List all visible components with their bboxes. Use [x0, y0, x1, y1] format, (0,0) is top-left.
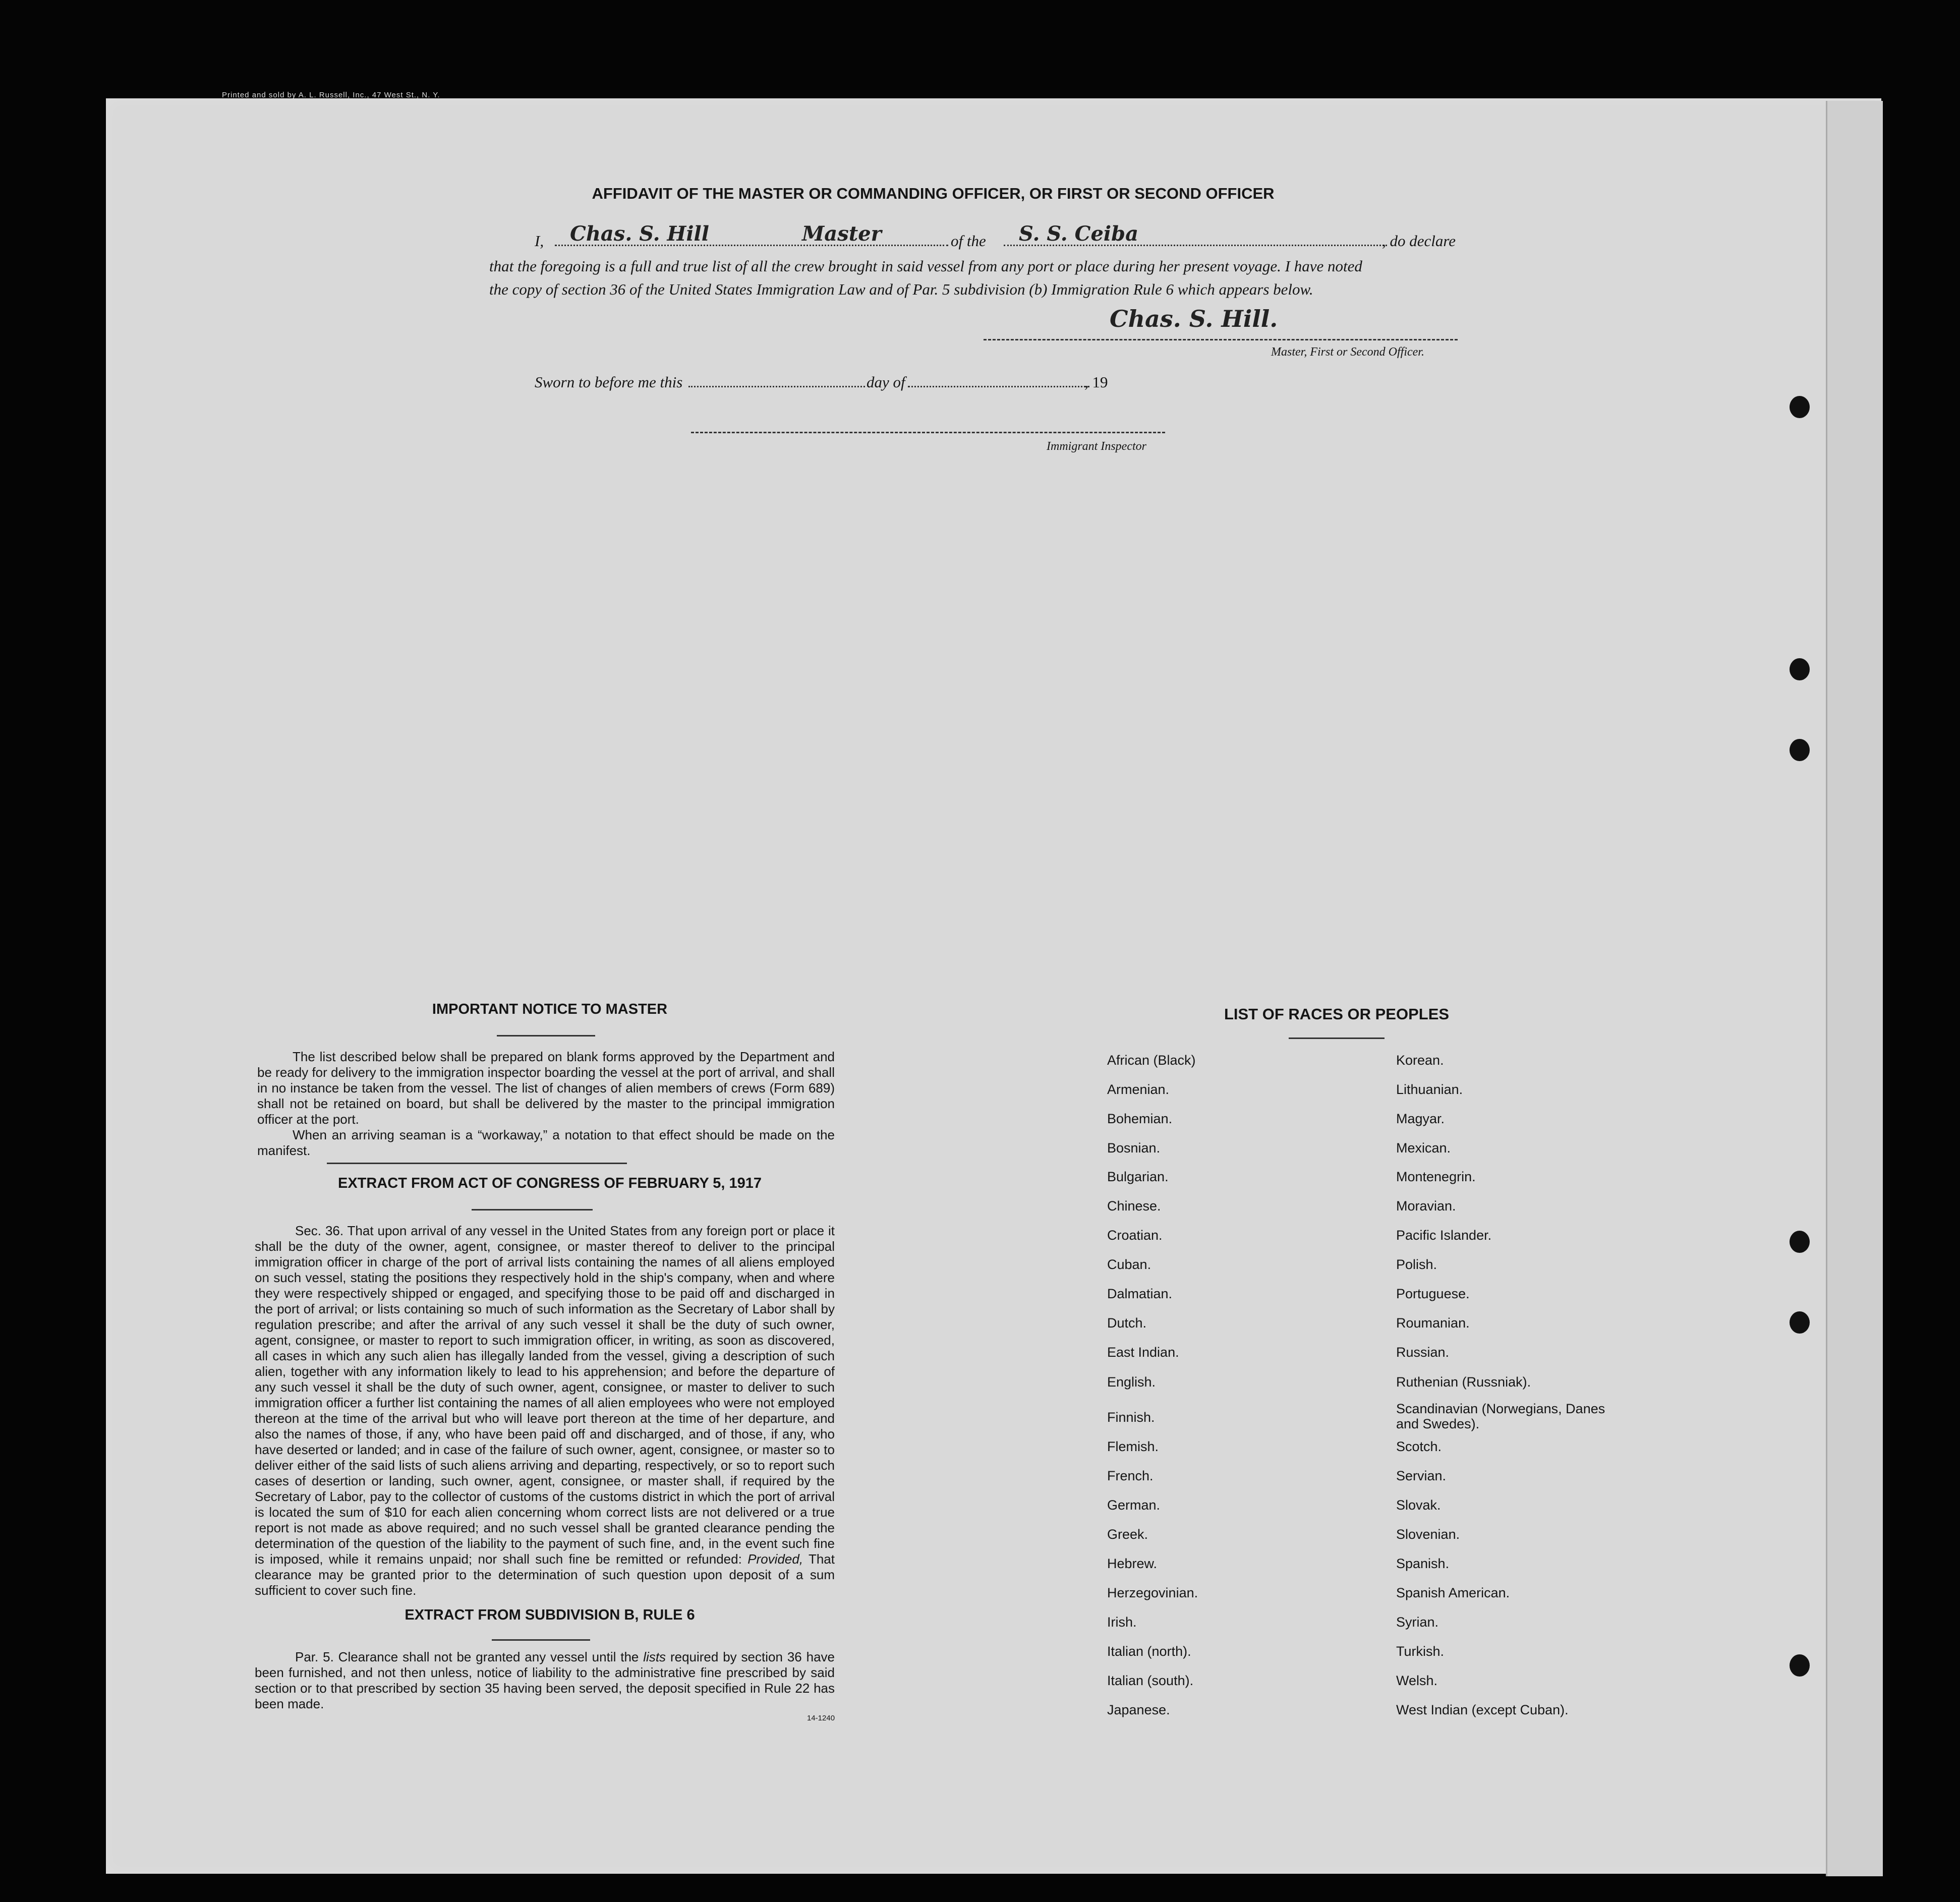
divider	[327, 1163, 627, 1164]
race-entry: French.	[1107, 1468, 1154, 1483]
race-entry: Portuguese.	[1396, 1286, 1470, 1301]
rule-paragraph	[255, 1649, 835, 1712]
race-entry: Bohemian.	[1107, 1111, 1173, 1126]
master-signature: Chas. S. Hill.	[1110, 305, 1278, 332]
act-heading: EXTRACT FROM ACT OF CONGRESS OF FEBRUARY 5, 1917	[337, 1175, 762, 1191]
statement-line-3: the copy of section 36 of the United States Immigration Law and of Par. 5 subdivision (b) Immigration Rule 6 which appears below.	[489, 280, 1313, 298]
race-entry: Spanish.	[1396, 1556, 1450, 1571]
race-entry: Greek.	[1107, 1527, 1148, 1542]
notice-paragraph: When an arriving seaman is a “workaway,” a notation to that effect should be made on the manifest.	[257, 1127, 835, 1158]
divider	[472, 1209, 593, 1211]
divider	[1289, 1038, 1385, 1039]
race-entry: East Indian.	[1107, 1345, 1179, 1360]
race-entry: Pacific Islander.	[1396, 1228, 1492, 1243]
race-entry: Polish.	[1396, 1257, 1437, 1272]
race-entry: Turkish.	[1396, 1644, 1445, 1659]
race-entry: Moravian.	[1396, 1198, 1456, 1214]
race-entry: Montenegrin.	[1396, 1169, 1476, 1184]
lists-word: lists	[643, 1649, 666, 1664]
notice-paragraph: The list described below shall be prepared on blank forms approved by the Department and be ready for delivery to the immigration inspector boarding the vessel at the port of arrival, and shall in no instance be taken from the vessel. The list of changes of alien members of crews (Form 689) shall not be retained on board, but shall be delivered by the master to the principal immigration officer at the port.	[257, 1049, 835, 1127]
of-the-label: of the	[951, 232, 986, 250]
race-entry: Welsh.	[1396, 1673, 1438, 1688]
master-name: Chas. S. Hill	[570, 222, 709, 246]
race-entry: Bosnian.	[1107, 1140, 1161, 1156]
race-entry: Scandinavian (Norwegians, Danes and Swedes).	[1396, 1401, 1605, 1431]
statement-line-2: that the foregoing is a full and true list of all the crew brought in said vessel from any port or place during her present voyage. I have noted	[489, 257, 1362, 275]
races-heading: LIST OF RACES OR PEOPLES	[1224, 1005, 1450, 1023]
do-declare-label: , do declare	[1382, 232, 1456, 250]
race-entry: Ruthenian (Russniak).	[1396, 1374, 1531, 1390]
sworn-label: Sworn to before me this	[535, 373, 683, 391]
race-entry: Japanese.	[1107, 1702, 1170, 1717]
vessel-name: S. S. Ceiba	[1019, 222, 1138, 246]
race-entry: Slovak.	[1396, 1497, 1441, 1513]
race-entry: Flemish.	[1107, 1439, 1159, 1454]
act-body	[255, 1223, 835, 1598]
section-label: Sec. 36.	[295, 1223, 344, 1238]
race-entry: Korean.	[1396, 1053, 1444, 1068]
act-text-end: That clearance may be granted prior to the determination of such question upon deposit of a sum sufficient to cover such fine.	[255, 1551, 835, 1598]
year-label: , 19	[1084, 373, 1108, 391]
race-entry: West Indian (except Cuban).	[1396, 1702, 1569, 1717]
race-entry: Chinese.	[1107, 1198, 1161, 1214]
race-entry: African (Black)	[1107, 1053, 1196, 1068]
day-of-label: day of	[867, 373, 905, 391]
divider	[497, 1035, 595, 1036]
form-number: 14-1240	[807, 1714, 835, 1722]
act-section-text	[255, 1223, 835, 1598]
rule-body	[255, 1649, 835, 1712]
race-entry: Croatian.	[1107, 1228, 1163, 1243]
line-prefix: I,	[535, 232, 544, 250]
race-entry: English.	[1107, 1374, 1156, 1390]
inspector-caption: Immigrant Inspector	[1047, 440, 1146, 453]
race-entry: Dutch.	[1107, 1315, 1147, 1331]
race-entry: Irish.	[1107, 1615, 1137, 1630]
printer-mark: Printed and sold by A. L. Russell, Inc., 47 West St., N. Y.	[222, 91, 440, 99]
binder-hole	[1790, 1231, 1810, 1253]
race-entry: Servian.	[1396, 1468, 1447, 1483]
notice-heading: IMPORTANT NOTICE TO MASTER	[432, 1001, 668, 1017]
race-entry: Mexican.	[1396, 1140, 1451, 1156]
race-entry: Cuban.	[1107, 1257, 1151, 1272]
affidavit-heading: AFFIDAVIT OF THE MASTER OR COMMANDING OFFICER, OR FIRST OR SECOND OFFICER	[592, 185, 1275, 202]
sworn-day-blank	[688, 386, 865, 387]
race-entry: Armenian.	[1107, 1082, 1170, 1097]
rule-text-b: required by section 36 have been furnished, and not then unless, notice of liability to the administrative fine prescribed by said section or to that prescribed by section 35 having been served, the deposit specified in Rule 22 has been made.	[255, 1649, 835, 1711]
race-entry: German.	[1107, 1497, 1161, 1513]
sworn-month-blank	[908, 386, 1089, 387]
race-entry: Herzegovinian.	[1107, 1585, 1198, 1600]
signature-line	[984, 339, 1458, 340]
divider	[492, 1639, 590, 1641]
underlying-page-edge	[1826, 101, 1883, 1876]
race-entry: Scotch.	[1396, 1439, 1442, 1454]
binder-hole	[1790, 1311, 1810, 1334]
race-entry: Spanish American.	[1396, 1585, 1510, 1600]
race-entry: Roumanian.	[1396, 1315, 1470, 1331]
rule-text-a: Par. 5. Clearance shall not be granted any vessel until the	[295, 1649, 639, 1664]
race-entry: Dalmatian.	[1107, 1286, 1173, 1301]
race-entry: Italian (north).	[1107, 1644, 1191, 1659]
binder-hole	[1790, 739, 1810, 761]
notice-body	[257, 1049, 835, 1159]
race-entry: Italian (south).	[1107, 1673, 1194, 1688]
race-entry: Magyar.	[1396, 1111, 1445, 1126]
act-text: That upon arrival of any vessel in the United States from any foreign port or place it shall be the duty of the owner, agent, consignee, or master thereof to deliver to the principal immigration officer in charge of the port of arrival lists containing the names of all aliens employed on such vessel, stating the positions they respectively hold in the ship's company, when and where they were respectively shipped or engaged, and specifying those to be paid off and discharged in the port of arrival; or lists containing so much of such information as the Secretary of Labor shall by regulation prescribe; and after the arrival of any such vessel it shall be the duty of such owner, agent, consignee, or master to report to such immigration officer, in writing, as soon as discovered, all cases in which any such alien has illegally landed from the vessel, giving a description of such alien, together with any information likely to lead to his apprehension; and before the departure of any such vessel it shall be the duty of such owner, agent, consignee, or master to deliver to such immigration officer a further list containing the names of all alien employees who were not employed thereon at the time of the arrival but who will leave port thereon at the time of her departure, and also the names of those, if any, who have been paid off and discharged, and of those, if any, who have deserted or landed; and in case of the failure of such owner, agent, consignee, or master so to deliver either of the said lists of such aliens arriving and departing, respectively, or so to report such cases of desertion or landing, such owner, agent, consignee, or master shall, if required by the Secretary of Labor, pay to the collector of customs of the customs district in which the port of arrival is located the sum of $10 for each alien concerning whom correct lists are not delivered or a true report is not made as above required; and no such vessel shall be granted clearance pending the determination of the question of the liability to the payment of such fine, and, in the event such fine is imposed, while it remains unpaid; nor shall such fine be remitted or refunded:	[255, 1223, 835, 1567]
race-entry: Syrian.	[1396, 1615, 1439, 1630]
race-entry: Lithuanian.	[1396, 1082, 1463, 1097]
inspector-line	[691, 432, 1165, 433]
rule-heading: EXTRACT FROM SUBDIVISION B, RULE 6	[405, 1607, 695, 1623]
binder-hole	[1790, 396, 1810, 418]
provided-word: Provided,	[747, 1551, 803, 1567]
race-entry: Finnish.	[1107, 1410, 1155, 1425]
binder-hole	[1790, 1654, 1810, 1677]
binder-hole	[1790, 658, 1810, 680]
race-entry: Russian.	[1396, 1345, 1450, 1360]
master-rank: Master	[802, 222, 882, 246]
signature-caption: Master, First or Second Officer.	[1271, 345, 1424, 359]
race-entry: Bulgarian.	[1107, 1169, 1169, 1184]
race-entry: Hebrew.	[1107, 1556, 1158, 1571]
race-entry: Slovenian.	[1396, 1527, 1460, 1542]
